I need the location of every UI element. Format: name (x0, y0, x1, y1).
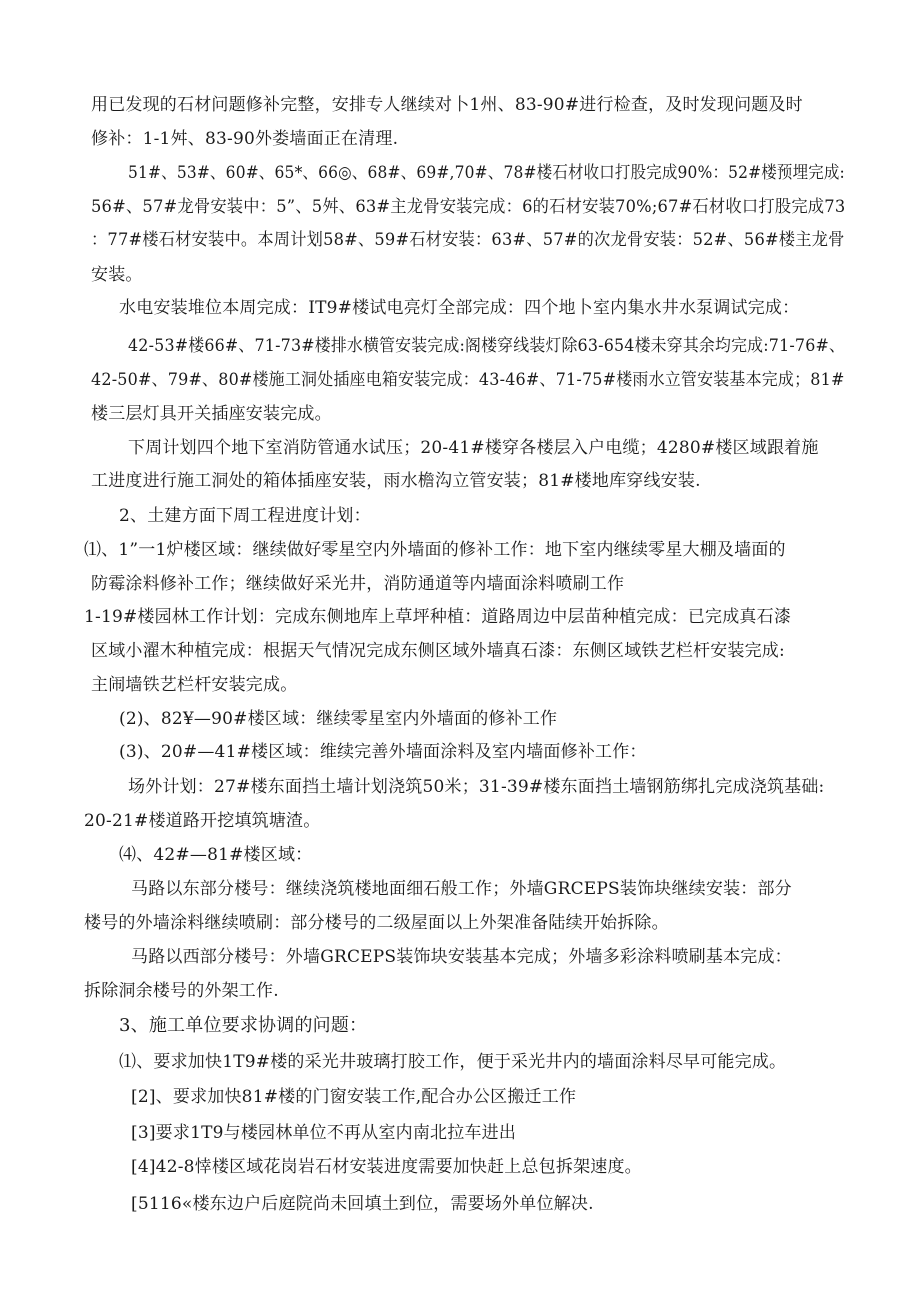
text-line: 马路以西部分楼号：外墙GRCEPS装饰块安装基本完成；外墙多彩涂料喷刷基本完成： (131, 947, 792, 967)
text-line: 1-19#楼园林工作计划：完成东侧地库上草坪种植：道路周边中层苗种植完成：已完成真石漆 (84, 607, 792, 627)
text-line: [3]要求1T9与楼园林单位不再从室内南北拉车进出 (131, 1123, 517, 1143)
text-line: ⑷、42#—81#楼区域： (119, 845, 313, 865)
text-line: 楼三层灯具开关插座安装完成。 (91, 404, 332, 424)
text-line: ：77#楼石材安装中。本周计划58#、59#石材安装：63#、57#的次龙骨安装：52#、56#楼主龙骨 (91, 230, 845, 250)
text-line: ⑴、要求加快1T9#楼的采光井玻璃打胶工作，便于采光井内的墙面涂料尽早可能完成。 (119, 1052, 787, 1072)
text-line: 场外计划：27#楼东面挡土墙计划浇筑50米；31-39#楼东面挡土墙钢筋绑扎完成浇筑基础: (128, 777, 825, 797)
text-line: 水电安装堆位本周完成：IT9#楼试电亮灯全部完成：四个地卜室内集水井水泵调试完成： (119, 298, 800, 318)
text-line: 主闹墙铁艺栏杆安装完成。 (91, 675, 298, 695)
text-line: 安装。 (91, 265, 143, 285)
text-line: 42-53#楼66#、71-73#楼排水横管安装完成:阁楼穿线装灯除63-654楼未穿其余均完成:71-76#、 (128, 336, 846, 356)
text-line: ⑴、1”一1炉楼区域：继续做好零星空内外墙面的修补工作：地下室内继续零星大棚及墙面的 (84, 540, 786, 560)
section-heading: 2、土建方面下周工程进度计划： (119, 506, 371, 526)
text-line: (3)、20#—41#楼区域：维续完善外墙面涂料及室内墙面修补工作： (119, 742, 647, 762)
text-line: 42-50#、79#、80#楼施工洞处插座电箱安装完成：43-46#、71-75#楼雨水立管安装基本完成；81# (91, 370, 845, 390)
text-line: [4]42-8悻楼区域花岗岩石材安装进度需要加快赶上总包拆架速度。 (131, 1157, 642, 1177)
section-heading: 3、施工单位要求协调的问题： (119, 1015, 368, 1036)
text-line: 下周计划四个地下室消防管通水试压；20-41#楼穿各楼层入户电缆；4280#楼区域跟着施 (128, 438, 819, 458)
text-line: 区域小濯木种植完成：根据天气情况完成东侧区域外墙真石漆：东侧区域铁艺栏杆安装完成: (91, 641, 785, 661)
text-line: 56#、57#龙骨安装中：5”、5舛、63#主龙骨安装完成：6的石材安装70%;67#石材收口打股完成73 (91, 197, 846, 217)
text-line: 工进度进行施工洞处的箱体插座安装，雨水檐沟立管安装；81#楼地库穿线安装. (91, 471, 701, 491)
text-line: 拆除洞余楼号的外架工作. (84, 981, 279, 1001)
text-line: 用已发现的石材问题修补完整，安排专人继续对卜1州、83-90#进行检查，及时发现问题及时 (91, 95, 803, 115)
text-line: [5116«楼东边户后庭院尚未回填土到位，需要场外单位解决. (131, 1194, 594, 1214)
text-line: 楼号的外墙涂料继续喷刷：部分楼号的二级屋面以上外架准备陆续开始拆除。 (84, 913, 669, 933)
text-line: 马路以东部分楼号：继续浇筑楼地面细石般工作；外墙GRCEPS装饰块继续安装：部分 (131, 879, 792, 899)
text-line: 修补：1-1舛、83-90外娄墙面正在清理. (91, 129, 399, 149)
text-line: 20-21#楼道路开挖填筑塘渣。 (84, 811, 321, 831)
text-line: (2)、82¥—90#楼区域：继续零星室内外墙面的修补工作 (119, 709, 558, 729)
text-line: [2]、要求加快81#楼的门窗安装工作,配合办公区搬迁工作 (131, 1087, 577, 1107)
text-line: 51#、53#、60#、65*、66◎、68#、69#,70#、78#楼石材收口打股完成90%：52#楼预埋完成: (128, 163, 845, 183)
text-line: 防霉涂料修补工作；继续做好采光井，消防通道等内墙面涂料喷刷工作 (91, 574, 625, 594)
